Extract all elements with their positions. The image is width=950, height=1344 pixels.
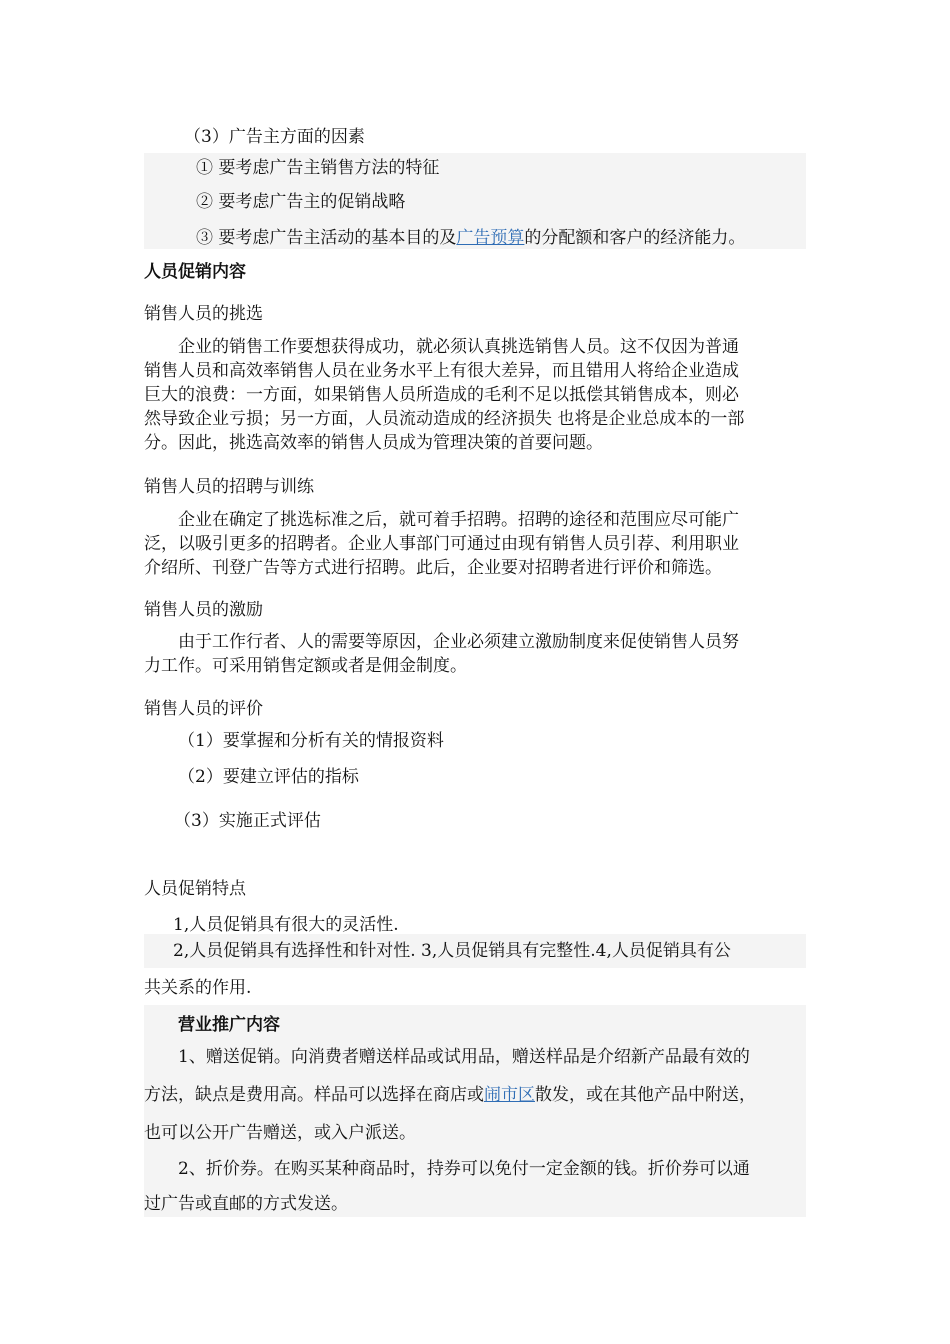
evaluate-title: 销售人员的评价 bbox=[144, 699, 263, 719]
business-p1-line: 也可以公开广告赠送，或入户派送。 bbox=[144, 1123, 416, 1143]
business-p2-line: 2、折价券。在购买某种商品时，持券可以免付一定金额的钱。折价券可以通 bbox=[178, 1159, 750, 1179]
evaluate-item: （1）要掌握和分析有关的情报资料 bbox=[178, 731, 444, 751]
motivate-line: 由于工作行者、人的需要等原因，企业必须建立激励制度来促使销售人员努 bbox=[178, 632, 739, 652]
evaluate-item: （3）实施正式评估 bbox=[174, 811, 321, 831]
business-p1-line2-text-post: 散发，或在其他产品中附送， bbox=[535, 1085, 756, 1105]
business-heading: 营业推广内容 bbox=[178, 1015, 280, 1035]
ad-factor-item-1: ① 要考虑广告主销售方法的特征 bbox=[196, 158, 440, 178]
features-title: 人员促销特点 bbox=[144, 879, 246, 899]
motivate-line: 力工作。可采用销售定额或者是佣金制度。 bbox=[144, 656, 467, 676]
selection-title: 销售人员的挑选 bbox=[144, 304, 263, 324]
motivate-title: 销售人员的激励 bbox=[144, 600, 263, 620]
recruit-title: 销售人员的招聘与训练 bbox=[144, 477, 314, 497]
features-line: 1,人员促销具有很大的灵活性. bbox=[173, 915, 399, 935]
selection-line: 企业的销售工作要想获得成功，就必须认真挑选销售人员。这不仅因为普通 bbox=[178, 337, 739, 357]
features-line: 共关系的作用. bbox=[144, 978, 252, 998]
business-p1-line: 1、赠送促销。向消费者赠送样品或试用品，赠送样品是介绍新产品最有效的 bbox=[178, 1047, 750, 1067]
personnel-content-heading: 人员促销内容 bbox=[144, 262, 246, 282]
recruit-line: 介绍所、刊登广告等方式进行招聘。此后，企业要对招聘者进行评价和筛选。 bbox=[144, 558, 722, 578]
ad-factor-item-3-text-pre: ③ 要考虑广告主活动的基本目的及 bbox=[196, 228, 457, 248]
recruit-line: 泛，以吸引更多的招聘者。企业人事部门可通过由现有销售人员引荐、利用职业 bbox=[144, 534, 739, 554]
business-p1-line bbox=[144, 1083, 756, 1107]
business-p2-line: 过广告或直邮的方式发送。 bbox=[144, 1194, 348, 1214]
ad-factor-item-3 bbox=[196, 226, 745, 250]
downtown-link[interactable]: 闹市区 bbox=[484, 1085, 535, 1105]
ad-factor-item-2: ② 要考虑广告主的促销战略 bbox=[196, 192, 406, 212]
business-p1-line2-text-pre: 方法，缺点是费用高。样品可以选择在商店或 bbox=[144, 1085, 484, 1105]
selection-line: 销售人员和高效率销售人员在业务水平上有很大差异，而且错用人将给企业造成 bbox=[144, 361, 739, 381]
evaluate-item: （2）要建立评估的指标 bbox=[178, 767, 359, 787]
selection-line: 然导致企业亏损；另一方面，人员流动造成的经济损失 也将是企业总成本的一部 bbox=[144, 409, 745, 429]
ad-factors-heading: （3）广告主方面的因素 bbox=[184, 127, 365, 147]
selection-line: 分。因此，挑选高效率的销售人员成为管理决策的首要问题。 bbox=[144, 433, 603, 453]
recruit-line: 企业在确定了挑选标准之后，就可着手招聘。招聘的途径和范围应尽可能广 bbox=[178, 510, 739, 530]
ad-budget-link[interactable]: 广告预算 bbox=[456, 228, 525, 248]
features-line: 2,人员促销具有选择性和针对性. 3,人员促销具有完整性.4,人员促销具有公 bbox=[173, 941, 731, 961]
ad-factor-item-3-text-post: 的分配额和客户的经济能力。 bbox=[524, 228, 746, 248]
selection-line: 巨大的浪费：一方面，如果销售人员所造成的毛利不足以抵偿其销售成本，则必 bbox=[144, 385, 739, 405]
